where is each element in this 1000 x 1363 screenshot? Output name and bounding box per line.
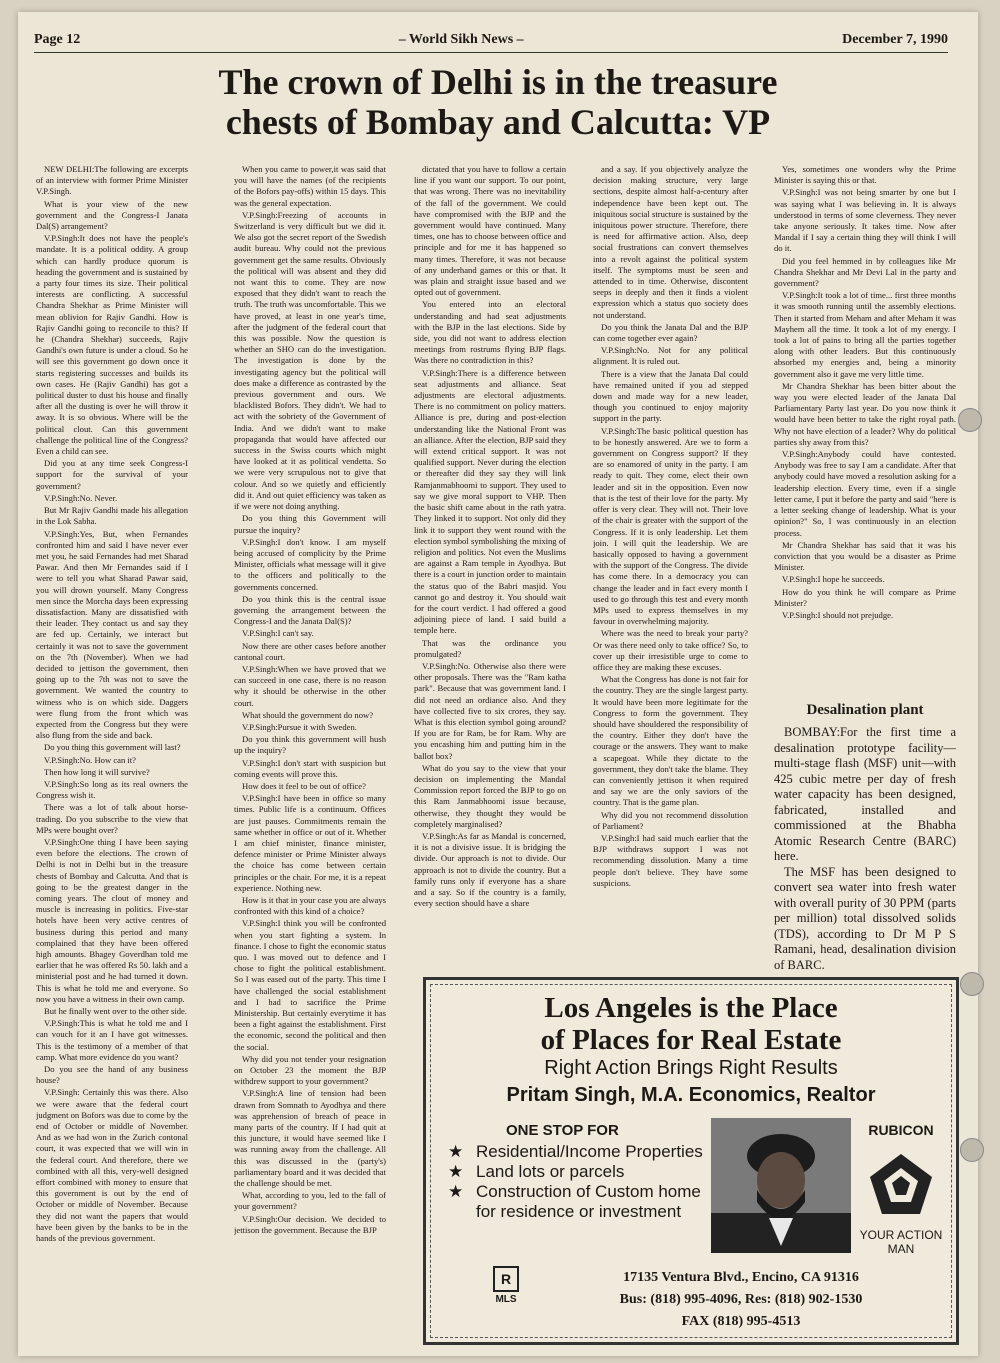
- rubicon-brand: RUBICON: [868, 1122, 934, 1138]
- article-paragraph: Now there are other cases before another cantonal court.: [234, 640, 386, 662]
- article-paragraph: There was a lot of talk about horse-trading. Do you subscribe to the view that MPs were bought over?: [36, 802, 188, 835]
- article-paragraph: V.P.Singh:This is what he told me and I can vouch for it an I have got witnesses. This is the testimony of a member of that camp. What more evidence do you want?: [36, 1018, 188, 1062]
- page-number: Page 12: [34, 32, 81, 47]
- article-paragraph: V.P.Singh: Certainly this was there. Also we were aware that the federal court judgment on Bofors was due to come by the end of October or middle of November. And as we had won in the Zurich contonal court, it was expected that we will win in the federal court. And therefore, there we combined with all this, very-well designed effort combined with money to ensure that this government is out by the end of October or middle of November. Because they did not want the papers that would have been given by the banks to be in the hands of the previous government.: [36, 1087, 188, 1244]
- article-paragraph: What should the government do now?: [242, 709, 374, 720]
- ad-service-label: Construction of Custom home for residence or investment: [476, 1182, 701, 1221]
- ad-contact: [526, 1267, 956, 1333]
- article-paragraph: That was the ordinance you promulgated?: [414, 637, 566, 659]
- binder-hole: [958, 408, 982, 432]
- article-paragraph: When you came to power,it was said that you will have the names (of the recipients of the Bofors pay-offs) within 15 days. This was the general expectation.: [234, 164, 386, 208]
- article-column-3: [414, 164, 566, 959]
- ad-headline-line1: Los Angeles is the Place: [544, 992, 838, 1024]
- desalination-article: [774, 725, 956, 973]
- ad-service-item: [448, 1162, 718, 1182]
- article-paragraph: V.P.Singh:I have been in office so many times. Public life is a continuum. Offices are just pauses. Commitments remain the same whether in office or out of it. Whether I am chief minister, finance minister, defence minister or Prime Minister always the choice has come between certain principles or the chair. For me, it is a repeat experience. Nothing new.: [234, 793, 386, 893]
- article-paragraph: V.P.Singh:No. Never.: [44, 492, 118, 503]
- ad-service-label: Residential/Income Properties: [476, 1142, 703, 1161]
- article-paragraph: and a say. If you objectively analyze the decision making structure, very large sections, despite almost half-a-century after independence have been kept out. The iniquitous social structure is sustained by the iniquitous power structure. Therefore, there is need for affirmative action. Also, deep social frustrations can convert themselves into a revolt against the political system itself. The symptoms must be seen and attended to in time. Otherwise, discontent seeps in deeply and then it finds a violent expression which a status quo society does not understand.: [593, 164, 748, 320]
- article-paragraph: How does it feel to be out of office?: [242, 780, 366, 791]
- binder-hole: [960, 1138, 984, 1162]
- article-paragraph: Do you thing this Government will pursue the inquiry?: [234, 513, 386, 535]
- article-paragraph: How is it that in your case you are always confronted with this kind of a choice?: [234, 895, 386, 917]
- ad-realtor-name: Pritam Singh, M.A. Economics, Realtor: [506, 1084, 876, 1106]
- article-paragraph: Do you think this is the central issue governing the arrangement between the Congress-I and the Janata Dal(S)?: [234, 593, 386, 627]
- article-paragraph: Where was the need to break your party? Or was there need only to take office? So, to cover up their irresistible urge to come to office they are making these excuses.: [593, 628, 748, 672]
- article-paragraph: V.P.Singh:There is a difference between seat adjustments and alliance. Seat adjustments are electoral adjustments. There is no commitment on policy matters. Alliance is pre, during and post-election understanding like the National Front was an alliance. After the election, BJP said they will extend critical support. It was not qualified support. Never during the election or thereafter did they say they will link Ramjanmabhoomi to support. They used to say we give moral support to VHP. Then the basic shift came about in the rath yatra. They linked it to support. Not only did they link it to support they went round with the election symbol symbolishing the mixing of religion and politics. Not even the Muslims are against a Ram temple in Ayodhya. But there is a court in junction order to maintain the status quo of the Babri masjid. You cannot go and destroy it. You should wait for the court verdict. I had offered a good adjoining piece of land. I said build a temple here.: [414, 367, 566, 636]
- real-estate-advertisement: [423, 977, 959, 1345]
- binder-hole: [960, 972, 984, 996]
- article-column-2: [234, 164, 386, 1336]
- article-paragraph: V.P.Singh:I don't start with suspicion but coming events will prove this.: [234, 757, 386, 779]
- article-paragraph: V.P.Singh:I can't say.: [242, 628, 314, 639]
- article-paragraph: V.P.Singh:The basic political question has to be honestly answered. Are we to form a government on Congress support? If they are so enamored of unity in the party. I am ready to quit. They come, elect their own leader and sit in the opposition. Even now that is the test of their love for the party. My offer is very clear. They will not. Their love of the chair is greater with the support of the Congress. If it is only leadership. Let them join. I will quit the leadership. We are basically opposed to having a government with the support of the Congress. The divide has come there. In a democracy you can change the leader and in fact every month I used to go through this test and every month MPs used to express themselves in my favour in overwhelming majority.: [593, 425, 748, 627]
- desalination-paragraph: The MSF has been designed to convert sea water into fresh water with overall purity of 30 PPM (parts per million) total dissolved solids (TDS), according to Dr M P S Ramani, head, desalination division of BARC.: [774, 864, 956, 972]
- article-paragraph: You entered into an electoral understanding and had seat adjustments with the BJP in the last elections. Side by side, you did not want to address election meetings from rostrums flying BJP flags. Was there no contradiction in this?: [414, 299, 566, 366]
- article-paragraph: V.P.Singh:I don't know. I am myself being accused of complicity by the Prime Minister, officials what message will it give to the officers and politically to the governments concerned.: [234, 536, 386, 592]
- article-paragraph: V.P.Singh:Our decision. We decided to jettison the government. Because the BJP: [234, 1213, 386, 1235]
- article-paragraph: Do you think this government will hush up the inquiry?: [234, 734, 386, 756]
- star-icon: ★: [448, 1142, 464, 1161]
- paper-name: – World Sikh News –: [398, 32, 524, 47]
- issue-date: December 7, 1990: [842, 32, 948, 47]
- ad-headline-line2: of Places for Real Estate: [540, 1024, 842, 1056]
- newspaper-page: [18, 12, 978, 1356]
- star-icon: ★: [448, 1162, 464, 1181]
- article-column-5: [774, 164, 956, 684]
- article-paragraph: But Mr Rajiv Gandhi made his allegation in the Lok Sabha.: [36, 505, 188, 527]
- article-paragraph: NEW DELHI:The following are excerpts of an interview with former Prime Minister V.P.Singh.: [36, 164, 188, 197]
- article-paragraph: V.P.Singh:I think you will be confronted when you start fighting a system. In finance. I chose to fight the economic status quo. I was moved out to defence and I chose to fight the political establishment. So I was eased out of the party. This time I have challenged the social establishment and I had to sacrifice the Prime Ministership. But certainly everytime it has been a fight against the establishment. First the economic, second the political and then the social.: [234, 918, 386, 1052]
- ad-service-item: [448, 1142, 718, 1162]
- article-paragraph: V.P.Singh:When we have proved that we can succeed in one case, there is no reason why it should be otherwise in the other court.: [234, 663, 386, 708]
- article-paragraph: V.P.Singh:Anybody could have contested. Anybody was free to say I am a candidate. After that anybody could have moved a resolution asking for a leadership election. Every time, even if a single letter came, I put it before the party and said "here is a letter seeking change of leadership. What is your opinion?" So, I was continuously in an election process.: [774, 449, 956, 538]
- ad-service-item: [448, 1182, 718, 1222]
- ad-service-label: Land lots or parcels: [476, 1162, 625, 1181]
- ad-services-list: [448, 1142, 718, 1222]
- article-paragraph: dictated that you have to follow a certain line if you want our support. To our point, that was wrong. There was no inevitability of the fall of the government. We could have compromised with the BJP and the government would have continued. Many times, one has to choose between office and principle and for me it has happened so many times. Therefore, it was not because of any underhand games or this or that. It was plain and straight issue based and we opted out of government.: [414, 164, 566, 298]
- page-header: [34, 32, 948, 53]
- article-paragraph: Did you at any time seek Congress-I support for the survival of your government?: [36, 458, 188, 491]
- article-paragraph: How do you think he will compare as Prime Minister?: [774, 586, 956, 608]
- article-paragraph: Do you think the Janata Dal and the BJP can come together ever again?: [593, 321, 748, 344]
- ad-one-stop: ONE STOP FOR: [506, 1122, 619, 1139]
- article-paragraph: V.P.Singh:I was not being smarter by one but I was saying what I was believing in. It is always understood in terms of some cleverness. They never take anyone seriously. It takes time. Now after Mandal if I say a certain thing they will think I will do it.: [774, 187, 956, 254]
- ad-slogan: Right Action Brings Right Results: [544, 1057, 838, 1079]
- article-paragraph: V.P.Singh:Yes, But, when Fernandes confronted him and said I have never ever met you, he said Fernandes had met Sharad Pawar. And then Mr Fernandes said if I were to tell you what Sharad Pawar said, you will drown yourself. Many Congress men since the Morcha days been expressing dissatisfaction. Many are dissatisfied with their leader. They contact us and say they are fed up. Certainly, we interact but certainly it was not to save the government on the 7th (November). When we had decided to jettison the government, then going up to the 7th was not to save the government. We wanted the country to witness who is on which side. Daggers were flung from the front which was expected from the Congress but they were also flung from the side and back.: [36, 528, 188, 741]
- article-paragraph: V.P.Singh:I hope he succeeds.: [782, 574, 885, 585]
- article-column-4: [593, 164, 748, 959]
- article-paragraph: Did you feel hemmed in by colleagues like Mr Chandra Shekhar and Mr Devi Lal in the party and government?: [774, 255, 956, 289]
- article-paragraph: Yes, sometimes one wonders why the Prime Minister is saying this or that.: [774, 164, 956, 186]
- headline: [138, 62, 858, 142]
- headline-line1: The crown of Delhi is in the treasure: [218, 62, 778, 102]
- article-paragraph: Why did you not recommend dissolution of Parliament?: [593, 809, 748, 831]
- article-paragraph: V.P.Singh:No. Otherwise also there were other proposals. There was the "Ram katha park". Because that was government land. I did not need an ordiance also. And they have collected five to six crores, they say. What is this election symbol going around? If you are for Ram, be for Ram. Why are you encashing him and putting him in the ballot box?: [414, 660, 566, 761]
- article-paragraph: Why did you not tender your resignation on October 23 the moment the BJP withdrew support to your government?: [234, 1053, 386, 1087]
- article-paragraph: What the Congress has done is not fair for the country. They are the single largest party. It would have been more legitimate for the Congress to form the government. They should have shouldered the responsibility of the country. Either they don't have the courage or the answers. They want to make a scapegoat. While they dictate to the government, they don't take the blame. They can conveniently jettison it when required and say we are the only saviors of the country. That is the game plan.: [593, 674, 748, 808]
- article-paragraph: Mr Chandra Shekhar has said that it was his conviction that you would be a disaster as Prime Minister.: [774, 539, 956, 573]
- article-paragraph: Do you thing this government will last?: [44, 742, 181, 753]
- article-paragraph: Do you see the hand of any business house?: [36, 1064, 188, 1086]
- article-paragraph: What, according to you, led to the fall of your government?: [234, 1190, 386, 1212]
- article-paragraph: V.P.Singh:Freezing of accounts in Switzerland is very difficult but we did it. We also got the secret report of the Swedish audit bureau. Why could not the previous government get the same results. Obviously the political will was absent and they did not want this to come. They are now exposed that they didn't want to reach the truth. The truth was uncomfortable. This we have proved, at least in one year's time, after the judgment of the federal court that this was possible. Now the question is whether an SHO can do the investigation. The investigation is done by the investigating agency but the political will does make a difference as contrasted by the previous government and ours. We blacklisted Bofors. They didn't. We had to act with the sobriety of the Government of India. And we didn't want to make propaganda that would have affected our success in the Swiss courts which might have looked at it as political vendetta. So we were very scrupulous not to give that colour. And so we quietly and efficiently did it. And out quiet efficiency was taken as if we were not doing anything.: [234, 209, 386, 512]
- article-column-1: [36, 164, 188, 1336]
- article-paragraph: But he finally went over to the other side.: [44, 1006, 187, 1017]
- article-paragraph: V.P.Singh:It does not have the people's mandate. It is a political oddity. A group which can hardly produce quorum is heading the government and is sustained by a party four times its size. Their political interests are conflicting. A successful Chandra Shekhar as Prime Minister will mean oblivion for Rajiv Gandhi. How is Rajiv Gandhi going to reconcile to this? If he (Chandra Shekhar) succeeds, Rajiv Gandhi's own future is under a cloud. So he will see this government go down once it starts registering successes and builds its own cases. He (Rajiv Gandhi) has got a political duster to dust his house and finally after all the dusting is over he will throw it away. It is so obvious. Where will be the political clout. Can this government challenge the political line of the Congress? Even a child can see.: [36, 233, 188, 457]
- headline-line2: chests of Bombay and Calcutta: VP: [225, 102, 771, 142]
- article-paragraph: Mr Chandra Shekhar has been bitter about the way you were elected leader of the Janata Dal Parliamentary Party last year. Do you now think it would have been better to take the right royal path. Why not have election of a leader? Why do political parties shy away from this?: [774, 380, 956, 447]
- article-paragraph: V.P.Singh:Pursue it with Sweden.: [242, 721, 357, 732]
- desalination-paragraph: BOMBAY:For the first time a desalination prototype facility—multi-stage flash (MSF) unit—with 425 cubic metre per day of fresh water capacity has been designed, fabricated, installed and commissioned at the Bhabha Atomic Research Centre (BARC) here.: [774, 725, 956, 863]
- star-icon: ★: [448, 1182, 464, 1201]
- ad-headline: [426, 992, 956, 1056]
- realtor-portrait: [711, 1118, 851, 1253]
- article-paragraph: There is a view that the Janata Dal could have remained united if you ad stepped down and made way for a new leader, though you continued to enjoy majority support in the party.: [593, 368, 748, 424]
- ad-address: 17135 Ventura Blvd., Encino, CA 91316: [623, 1270, 859, 1285]
- article-paragraph: V.P.Singh:One thing I have been saying even before the elections. The crown of Delhi is not in Delhi but in the treasure chests of Bombay and Calcutta. And that is going to be the greatest danger in the coming years. The clout of money and muscle is increasing in politics. Five-star hotels have been very active centres of business during this period and many complained that they have been offered high amounts. Bhagey Goverdhan told me earlier that he was offered Rs 50. lakh and a ministerial post and he had turned it down. This is what he told me and everyone. So now you have a witness in their own camp.: [36, 836, 188, 1004]
- desalination-heading: Desalination plant: [806, 702, 924, 718]
- article-paragraph: What is your view of the new government and the Congress-I Janata Dal(S) arrangement?: [36, 198, 188, 232]
- article-paragraph: V.P.Singh:No. Not for any political alignment. It is ruled out.: [593, 345, 748, 367]
- article-paragraph: V.P.Singh:No. How can it?: [44, 754, 136, 765]
- ad-tagline: YOUR ACTION MAN: [859, 1228, 943, 1256]
- article-paragraph: V.P.Singh:It took a lot of time... first three months it was smooth running until the assembly elections. Then it started from Meham and after Meham it was Mayhem all the time. It took a lot of my energy. I took a lot of pains to bring all the parties together along with other leaders. But this continuously absorbed my energies and, being a minority government also it gave me very little time.: [774, 290, 956, 379]
- article-paragraph: What do you say to the view that your decision on implementing the Mandal Commission report forced the BJP to go on this Ram Janmabhoomi issue because, otherwise, they thought they would be completely marginalised?: [414, 762, 566, 829]
- article-paragraph: V.P.Singh:I had said much earlier that the BJP withdraws support I was not recommending dissolution. Many a time people don't believe. They have some suspicions.: [593, 832, 748, 888]
- article-paragraph: Then how long it will survive?: [44, 766, 150, 777]
- article-paragraph: V.P.Singh:So long as its real owners the Congress wish it.: [36, 778, 188, 801]
- ad-phones: Bus: (818) 995-4096, Res: (818) 902-1530: [619, 1292, 863, 1307]
- article-paragraph: V.P.Singh:I should not prejudge.: [782, 609, 894, 620]
- mls-realtor-icon: R MLS: [486, 1266, 526, 1311]
- rubicon-logo-icon: [866, 1150, 936, 1220]
- mls-label: MLS: [495, 1294, 517, 1305]
- ad-fax: FAX (818) 995-4513: [681, 1314, 801, 1329]
- article-paragraph: V.P.Singh:As far as Mandal is concerned, it is not a divisive issue. It is bridging the divide. Our approach is not to divide. Our approach is not to divide the country. But a family runs only if everyone has a share and a say. So if the country is a family, every section should have a share: [414, 830, 566, 909]
- article-paragraph: V.P.Singh:A line of tension had been drawn from Somnath to Ayodhya and there was apprehension of breach of peace in many parts of the country. If I had quit at this juncture, it would have seemed like I was running away from the challenge. All this was discussed in the (party's) parliamentary board and it was decided that the challenge should be met.: [234, 1088, 386, 1189]
